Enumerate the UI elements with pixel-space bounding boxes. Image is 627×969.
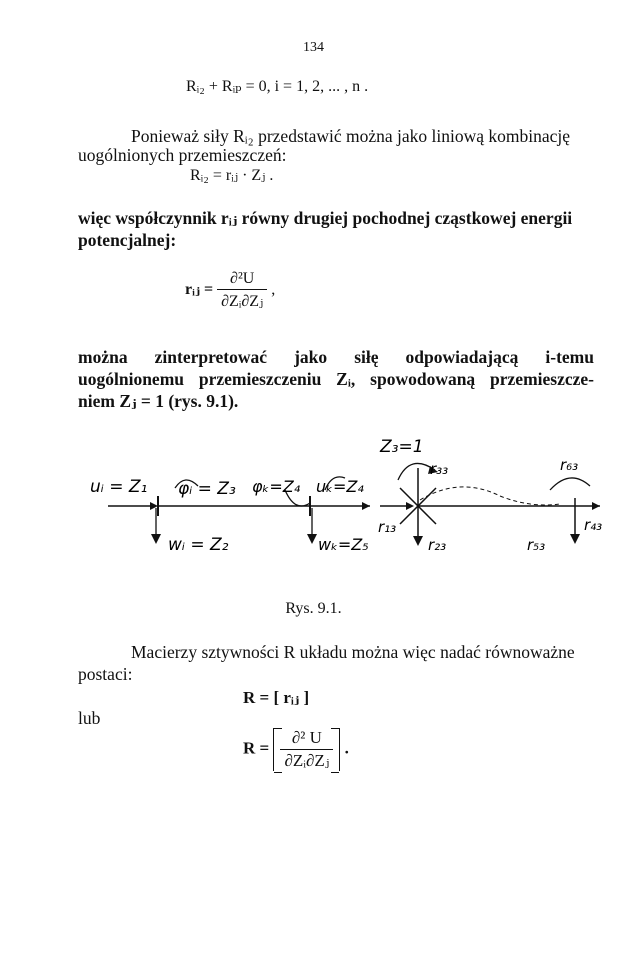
r53-arrow-head (570, 534, 580, 544)
label-r33: r₃₃ (430, 460, 449, 478)
equation-matrix-numerator: ∂² U (291, 728, 322, 747)
label-r63: r₆₃ (560, 456, 579, 474)
deformed-shape-1 (420, 487, 500, 500)
label-z3: Z₃=1 (380, 437, 424, 457)
equation-matrix-r: R = [ rᵢⱼ ] (243, 688, 310, 707)
equation-matrix-lhs: R = (243, 738, 270, 758)
label-w-k: wₖ=Z₅ (318, 535, 369, 554)
r43-arrow-head (592, 502, 600, 510)
equation-rij-denominator: ∂Zᵢ∂Zⱼ (217, 289, 267, 311)
equation-matrix-denominator: ∂Zᵢ∂Zⱼ (280, 749, 333, 771)
paragraph-3-line-3: niem Zⱼ = 1 (rys. 9.1). (78, 391, 239, 411)
equation-matrix-tail: . (344, 738, 349, 758)
w-k-arrow-head (307, 534, 317, 544)
label-r43: r₄₃ (584, 516, 603, 534)
label-phi-i: φᵢ = Z₃ (178, 479, 236, 499)
equation-matrix-bracket (273, 728, 340, 771)
label-phi-k: φₖ=Z₄ (252, 477, 301, 496)
label-r13: r₁₃ (378, 518, 397, 536)
paragraph-1-line-1: Ponieważ siły Rᵢ₂ przedstawić można jako liniową kombinację (131, 126, 571, 146)
arrow-head-ui (150, 502, 158, 510)
label-u-i: uᵢ = Z₁ (90, 477, 148, 497)
w-i-arrow-head (151, 534, 161, 544)
equation-rij-lhs: rᵢⱼ = (185, 281, 214, 299)
paragraph-1-line-2: uogólnionych przemieszczeń: (78, 145, 287, 165)
word-lub: lub (78, 708, 101, 728)
equation-force-combination: Rᵢ₂ = rᵢⱼ · Zⱼ . (190, 167, 274, 184)
label-r23: r₂₃ (428, 536, 447, 554)
paragraph-4-line-1: Macierzy sztywności R układu można więc nadać równoważne (131, 642, 575, 662)
equation-matrix-r-derivative (243, 728, 349, 771)
paragraph-3-line-1: można zinterpretować jako siłę odpowiadającą i-temu (78, 347, 594, 367)
deformed-shape-2 (500, 496, 560, 505)
paragraph-4-line-2: postaci: (78, 664, 133, 684)
equation-rij-tail: , (271, 281, 276, 299)
arrow-head-uk (362, 502, 370, 510)
equation-rij (185, 270, 275, 311)
equation-rij-fraction (217, 270, 267, 311)
r23-arrow-head (413, 536, 423, 546)
figure-9-1 (80, 428, 620, 558)
paragraph-2-line-1: więc współczynnik rᵢⱼ równy drugiej pochodnej cząstkowej energii (78, 208, 573, 228)
page-number: 134 (303, 40, 324, 55)
figure-caption: Rys. 9.1. (285, 600, 342, 617)
equation-matrix-fraction (280, 728, 333, 771)
r13-arrow-head (406, 502, 414, 510)
equation-equilibrium: Rᵢ₂ + Rᵢₚ = 0, i = 1, 2, ... , n . (186, 78, 369, 95)
equation-rij-numerator: ∂²U (230, 270, 255, 287)
label-u-k: uₖ=Z₄ (316, 477, 364, 496)
rotation-arc-r63 (550, 478, 590, 490)
label-w-i: wᵢ = Z₂ (168, 535, 229, 555)
paragraph-2-line-2: potencjalnej: (78, 230, 177, 250)
label-r53: r₅₃ (527, 536, 546, 554)
paragraph-3-line-2: uogólnionemu przemieszczeniu Zᵢ, spowodowaną przemieszcze- (78, 369, 594, 389)
